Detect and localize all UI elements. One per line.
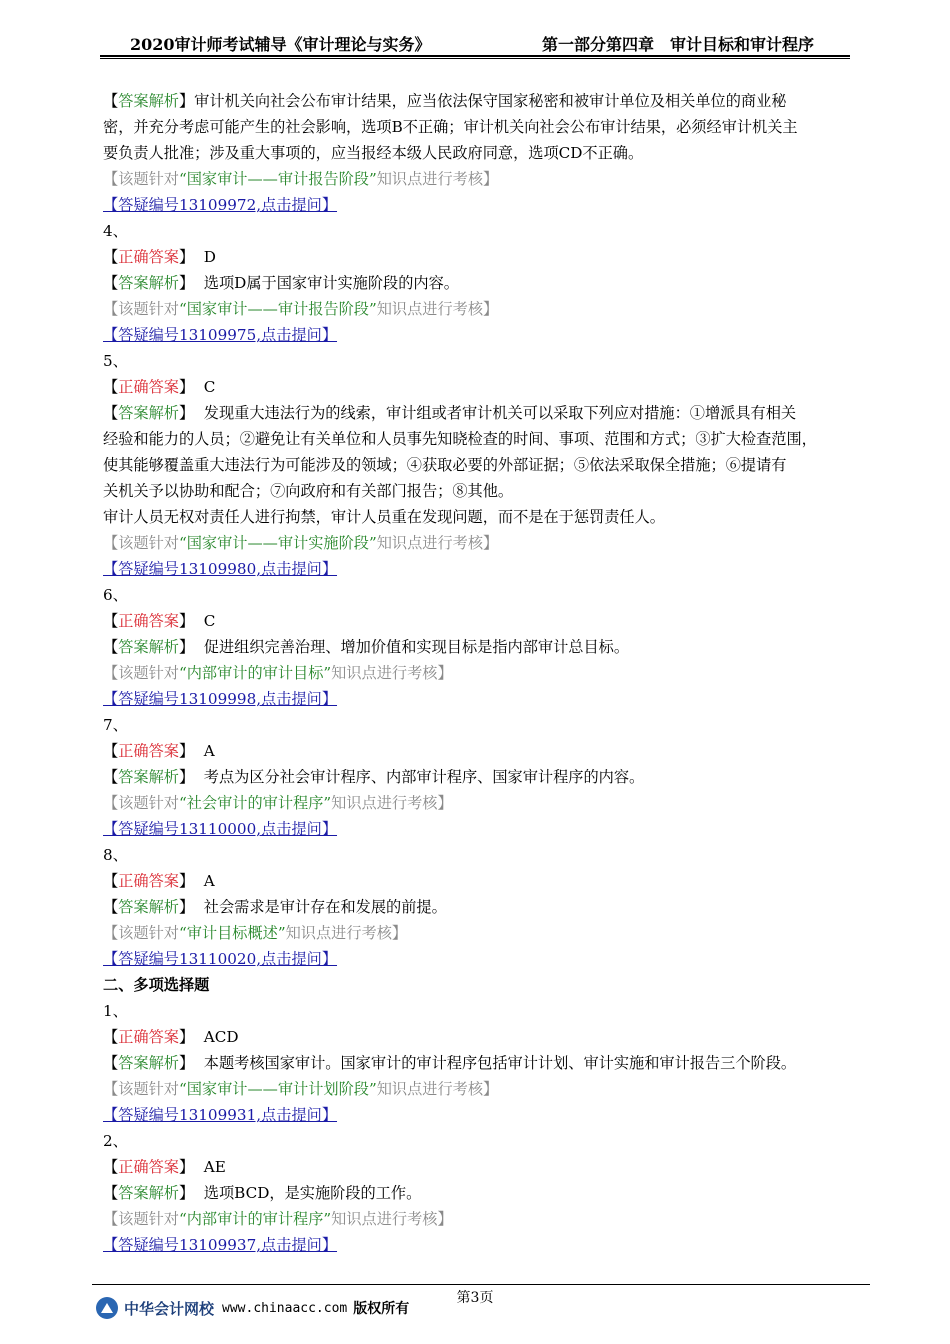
topic-note (103, 660, 853, 686)
bracket-open: 【 (103, 742, 119, 760)
topic-note (103, 790, 853, 816)
analysis-continuation (103, 478, 853, 504)
correct-answer-label: 正确答案 (118, 248, 179, 266)
topic-prefix: 【该题针对 (103, 1080, 179, 1098)
bracket-open: 【 (103, 378, 119, 396)
correct-answer-value: D (203, 248, 216, 266)
analysis-row (103, 894, 853, 920)
analysis-continuation (103, 504, 853, 530)
analysis-text: 发现重大违法行为的线索，审计组或者审计机关可以采取下列应对措施：①增派具有相关 (203, 404, 797, 422)
footer-rule (92, 1284, 870, 1285)
analysis-text: 本题考核国家审计。国家审计的审计程序包括审计计划、审计实施和审计报告三个阶段。 (203, 1054, 797, 1072)
topic-note (103, 1076, 853, 1102)
correct-answer-row (103, 244, 853, 270)
ask-question-row (103, 192, 853, 218)
ask-question-row (103, 322, 853, 348)
analysis-row (103, 88, 853, 114)
topic-prefix: 【该题针对 (103, 1210, 179, 1228)
analysis-row (103, 1050, 853, 1076)
bracket-close: 】 (178, 404, 195, 422)
correct-answer-label: 正确答案 (118, 1158, 179, 1176)
correct-answer-label: 正确答案 (118, 872, 179, 890)
topic-prefix: 【该题针对 (103, 924, 179, 942)
ask-question-row (103, 946, 853, 972)
bracket-close: 】 (178, 872, 195, 890)
analysis-text: 使其能够覆盖重大违法行为可能涉及的领域；④获取必要的外部证据；⑤依法采取保全措施；⑥提请有 (103, 456, 787, 474)
correct-answer-value: AE (203, 1158, 226, 1176)
topic-name: “内部审计的审计程序” (178, 1210, 332, 1228)
bracket-close: 】 (178, 274, 195, 292)
topic-suffix: 知识点进行考核】 (376, 300, 499, 318)
ask-question-link[interactable]: 【答疑编号13109937,点击提问】 (103, 1236, 338, 1254)
topic-name: “社会审计的审计程序” (178, 794, 332, 812)
bracket-open: 【 (103, 1158, 119, 1176)
analysis-label: 答案解析 (118, 768, 179, 786)
ask-question-row (103, 686, 853, 712)
topic-prefix: 【该题针对 (103, 664, 179, 682)
header-rule (100, 55, 850, 57)
analysis-label: 答案解析 (118, 1184, 179, 1202)
question-number: 2、 (103, 1132, 128, 1150)
analysis-continuation (103, 114, 853, 140)
correct-answer-label: 正确答案 (118, 1028, 179, 1046)
topic-note (103, 920, 853, 946)
correct-answer-value: ACD (203, 1028, 239, 1046)
question-number: 4、 (103, 222, 128, 240)
analysis-row (103, 764, 853, 790)
analysis-row (103, 270, 853, 296)
correct-answer-row (103, 1154, 853, 1180)
analysis-row (103, 1180, 853, 1206)
analysis-label: 答案解析 (118, 638, 179, 656)
ask-question-link[interactable]: 【答疑编号13110020,点击提问】 (103, 950, 338, 968)
correct-answer-row (103, 1024, 853, 1050)
analysis-text: 密，并充分考虑可能产生的社会影响，选项B不正确；审计机关向社会公布审计结果，必须经审计机关主 (103, 118, 798, 136)
bracket-open: 【 (103, 248, 119, 266)
analysis-row (103, 634, 853, 660)
question-number: 6、 (103, 586, 128, 604)
ask-question-link[interactable]: 【答疑编号13110000,点击提问】 (103, 820, 338, 838)
brand-name: 中华会计网校 (124, 1299, 215, 1318)
ask-question-link[interactable]: 【答疑编号13109972,点击提问】 (103, 196, 338, 214)
section-title: 二、多项选择题 (103, 976, 210, 994)
analysis-row (103, 400, 853, 426)
bracket-close: 】 (178, 248, 195, 266)
copyright-text: 版权所有 (353, 1301, 410, 1317)
analysis-text: 选项D属于国家审计实施阶段的内容。 (203, 274, 459, 292)
bracket-open: 【 (103, 872, 119, 890)
topic-suffix: 知识点进行考核】 (331, 1210, 453, 1228)
bracket-open: 【 (103, 898, 119, 916)
ask-question-link[interactable]: 【答疑编号13109980,点击提问】 (103, 560, 338, 578)
correct-answer-value: A (203, 872, 215, 890)
bracket-open: 【 (103, 768, 119, 786)
bracket-open: 【 (103, 404, 119, 422)
analysis-text: 经验和能力的人员；②避免让有关单位和人员事先知晓检查的时间、事项、范围和方式；③扩大检查范围， (103, 430, 817, 448)
ask-question-row (103, 816, 853, 842)
header-chapter: 第一部分第四章 审计目标和审计程序 (541, 35, 814, 54)
header-rule-thin (100, 58, 850, 59)
correct-answer-value: C (203, 612, 216, 630)
ask-question-link[interactable]: 【答疑编号13109975,点击提问】 (103, 326, 338, 344)
topic-suffix: 知识点进行考核】 (376, 1080, 499, 1098)
document-body (103, 88, 853, 1258)
topic-suffix: 知识点进行考核】 (285, 924, 408, 942)
question-number: 7、 (103, 716, 128, 734)
correct-answer-value: A (203, 742, 215, 760)
bracket-close: 】 (178, 92, 195, 110)
topic-name: “国家审计——审计报告阶段” (178, 170, 377, 188)
correct-answer-value: C (203, 378, 216, 396)
ask-question-row (103, 1232, 853, 1258)
header-title: 2020审计师考试辅导《审计理论与实务》 (130, 35, 431, 54)
analysis-continuation (103, 452, 853, 478)
bracket-close: 】 (178, 768, 195, 786)
topic-suffix: 知识点进行考核】 (331, 664, 453, 682)
analysis-label: 答案解析 (118, 898, 179, 916)
bracket-close: 】 (178, 638, 195, 656)
analysis-text: 促进组织完善治理、增加价值和实现目标是指内部审计总目标。 (203, 638, 630, 656)
page-header (100, 30, 850, 54)
bracket-open: 【 (103, 612, 119, 630)
topic-name: “内部审计的审计目标” (178, 664, 332, 682)
correct-answer-row (103, 738, 853, 764)
correct-answer-label: 正确答案 (118, 612, 179, 630)
ask-question-link[interactable]: 【答疑编号13109931,点击提问】 (103, 1106, 338, 1124)
ask-question-row (103, 1102, 853, 1128)
analysis-text: 关机关予以协助和配合；⑦向政府和有关部门报告；⑧其他。 (103, 482, 514, 500)
brand-logo-icon (96, 1297, 118, 1319)
analysis-text: 社会需求是审计存在和发展的前提。 (203, 898, 447, 916)
topic-name: “审计目标概述” (178, 924, 286, 942)
bracket-close: 】 (178, 898, 195, 916)
analysis-label: 答案解析 (118, 92, 179, 110)
bracket-open: 【 (103, 1028, 119, 1046)
correct-answer-row (103, 868, 853, 894)
footer-logo (96, 1296, 409, 1320)
ask-question-row (103, 556, 853, 582)
bracket-open: 【 (103, 638, 119, 656)
correct-answer-label: 正确答案 (118, 742, 179, 760)
analysis-text: 审计机关向社会公布审计结果，应当依法保守国家秘密和被审计单位及相关单位的商业秘 (194, 92, 787, 110)
bracket-close: 】 (178, 742, 195, 760)
bracket-close: 】 (178, 1158, 195, 1176)
analysis-text: 考点为区分社会审计程序、内部审计程序、国家审计程序的内容。 (203, 768, 645, 786)
analysis-text: 选项BCD，是实施阶段的工作。 (203, 1184, 422, 1202)
analysis-text: 审计人员无权对责任人进行拘禁，审计人员重在发现问题，而不是在于惩罚责任人。 (103, 508, 665, 526)
topic-suffix: 知识点进行考核】 (376, 170, 499, 188)
bracket-open: 【 (103, 1054, 119, 1072)
question-number: 5、 (103, 352, 128, 370)
analysis-continuation (103, 140, 853, 166)
topic-note (103, 1206, 853, 1232)
topic-suffix: 知识点进行考核】 (331, 794, 453, 812)
topic-prefix: 【该题针对 (103, 300, 179, 318)
correct-answer-row (103, 608, 853, 634)
correct-answer-label: 正确答案 (118, 378, 179, 396)
topic-name: “国家审计——审计报告阶段” (178, 300, 377, 318)
bracket-close: 】 (178, 612, 195, 630)
correct-answer-row (103, 374, 853, 400)
ask-question-link[interactable]: 【答疑编号13109998,点击提问】 (103, 690, 338, 708)
topic-prefix: 【该题针对 (103, 170, 179, 188)
bracket-close: 】 (178, 378, 195, 396)
topic-note (103, 296, 853, 322)
analysis-label: 答案解析 (118, 274, 179, 292)
analysis-continuation (103, 426, 853, 452)
topic-suffix: 知识点进行考核】 (376, 534, 499, 552)
analysis-label: 答案解析 (118, 1054, 179, 1072)
topic-prefix: 【该题针对 (103, 794, 179, 812)
topic-note (103, 530, 853, 556)
bracket-open: 【 (103, 274, 119, 292)
brand-url: www.chinaacc.com (222, 1300, 348, 1316)
page-number: 第3页 (456, 1290, 494, 1306)
topic-note (103, 166, 853, 192)
question-number: 1、 (103, 1002, 128, 1020)
question-number: 8、 (103, 846, 128, 864)
bracket-open: 【 (103, 92, 119, 110)
bracket-close: 】 (178, 1028, 195, 1046)
bracket-open: 【 (103, 1184, 119, 1202)
topic-name: “国家审计——审计计划阶段” (178, 1080, 377, 1098)
topic-prefix: 【该题针对 (103, 534, 179, 552)
bracket-close: 】 (178, 1184, 195, 1202)
analysis-text: 要负责人批准；涉及重大事项的，应当报经本级人民政府同意，选项CD不正确。 (103, 144, 644, 162)
topic-name: “国家审计——审计实施阶段” (178, 534, 377, 552)
analysis-label: 答案解析 (118, 404, 179, 422)
bracket-close: 】 (178, 1054, 195, 1072)
